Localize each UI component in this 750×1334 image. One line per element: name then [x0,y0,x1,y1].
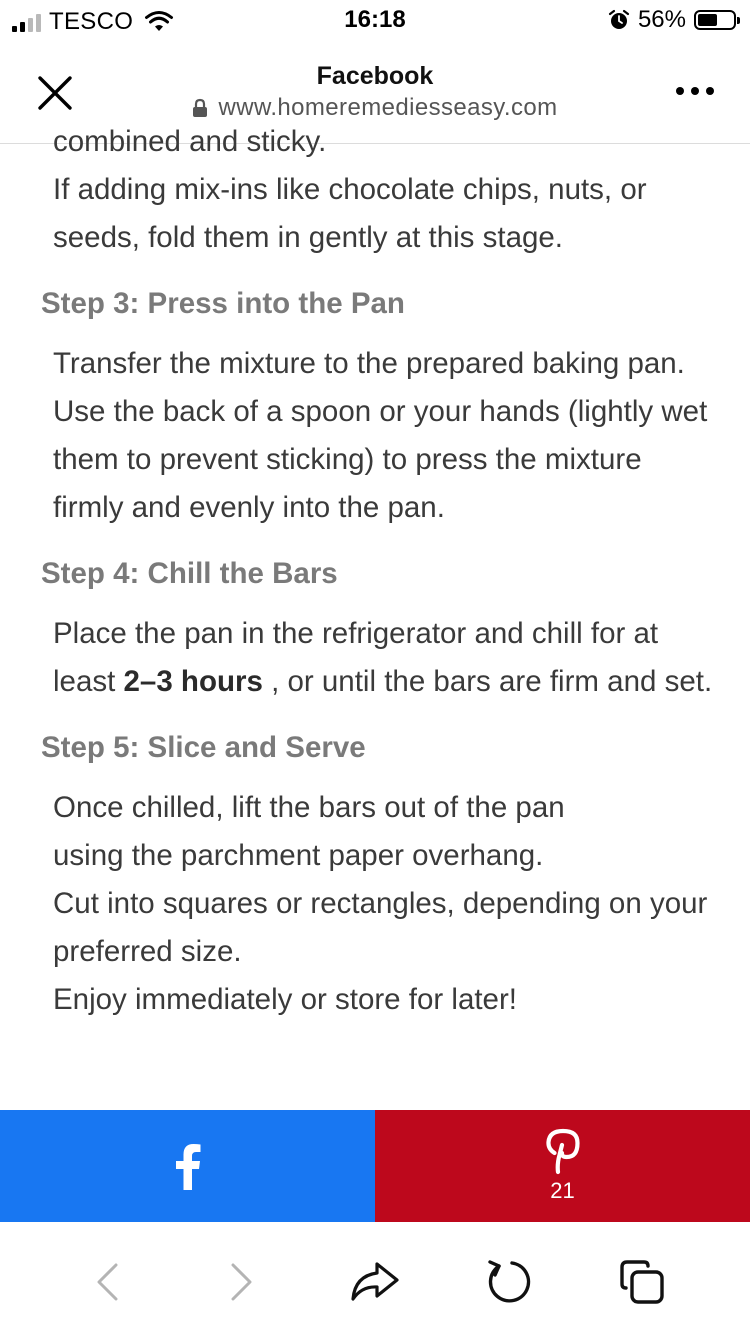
more-icon [676,87,684,95]
cut-off-line: combined and sticky. [53,125,327,158]
browser-toolbar [0,1222,750,1334]
chill-time: 2–3 hours [123,665,263,698]
step-5-line: Enjoy immediately or store for later! [53,983,517,1016]
carrier-name: TESCO [49,8,134,35]
forward-button[interactable] [212,1252,272,1312]
reload-icon [484,1257,534,1307]
more-options-button[interactable] [670,76,720,106]
facebook-icon [175,1142,201,1190]
back-button[interactable] [77,1252,137,1312]
step-5-heading: Step 5: Slice and Serve [41,731,366,764]
url-text: www.homeremediesseasy.com [218,94,558,121]
step-4-text: Place the pan in the refrigerator and chill for at least 2–3 hours , or until the bars are firm and set. [53,617,713,698]
battery-icon [694,10,736,30]
status-right [608,6,736,34]
pinterest-icon [545,1128,581,1174]
share-icon [350,1260,400,1304]
status-bar [0,0,750,40]
page-title: Facebook [316,62,434,90]
tabs-icon [618,1258,666,1306]
alarm-icon [608,9,630,31]
reload-button[interactable] [479,1252,539,1312]
pinterest-share-button[interactable] [375,1110,750,1222]
step-4-heading: Step 4: Chill the Bars [41,557,338,590]
step-5-line: Cut into squares or rectangles, depending on your preferred size. [53,887,708,968]
share-bar [0,1110,750,1222]
step-5-line: Once chilled, lift the bars out of the pan using the parchment paper overhang. [53,791,565,872]
article-content [0,125,750,1110]
step-3-heading: Step 3: Press into the Pan [41,287,405,320]
back-icon [94,1262,120,1302]
step-5-text [0,784,750,1024]
lock-icon [192,98,208,118]
status-time: 16:18 [344,6,406,33]
share-button[interactable] [345,1252,405,1312]
forward-icon [229,1262,255,1302]
tabs-button[interactable] [612,1252,672,1312]
pinterest-count: 21 [550,1178,575,1203]
battery-percent: 56% [637,6,686,33]
facebook-share-button[interactable] [0,1110,375,1222]
mix-ins-paragraph: If adding mix-ins like chocolate chips, nuts, or seeds, fold them in gently at this stage. [53,173,647,254]
step-3-text: Transfer the mixture to the prepared baking pan. Use the back of a spoon or your hands (lightly wet them to prevent sticking) to press the mixture firmly and evenly into the pan. [53,347,708,524]
